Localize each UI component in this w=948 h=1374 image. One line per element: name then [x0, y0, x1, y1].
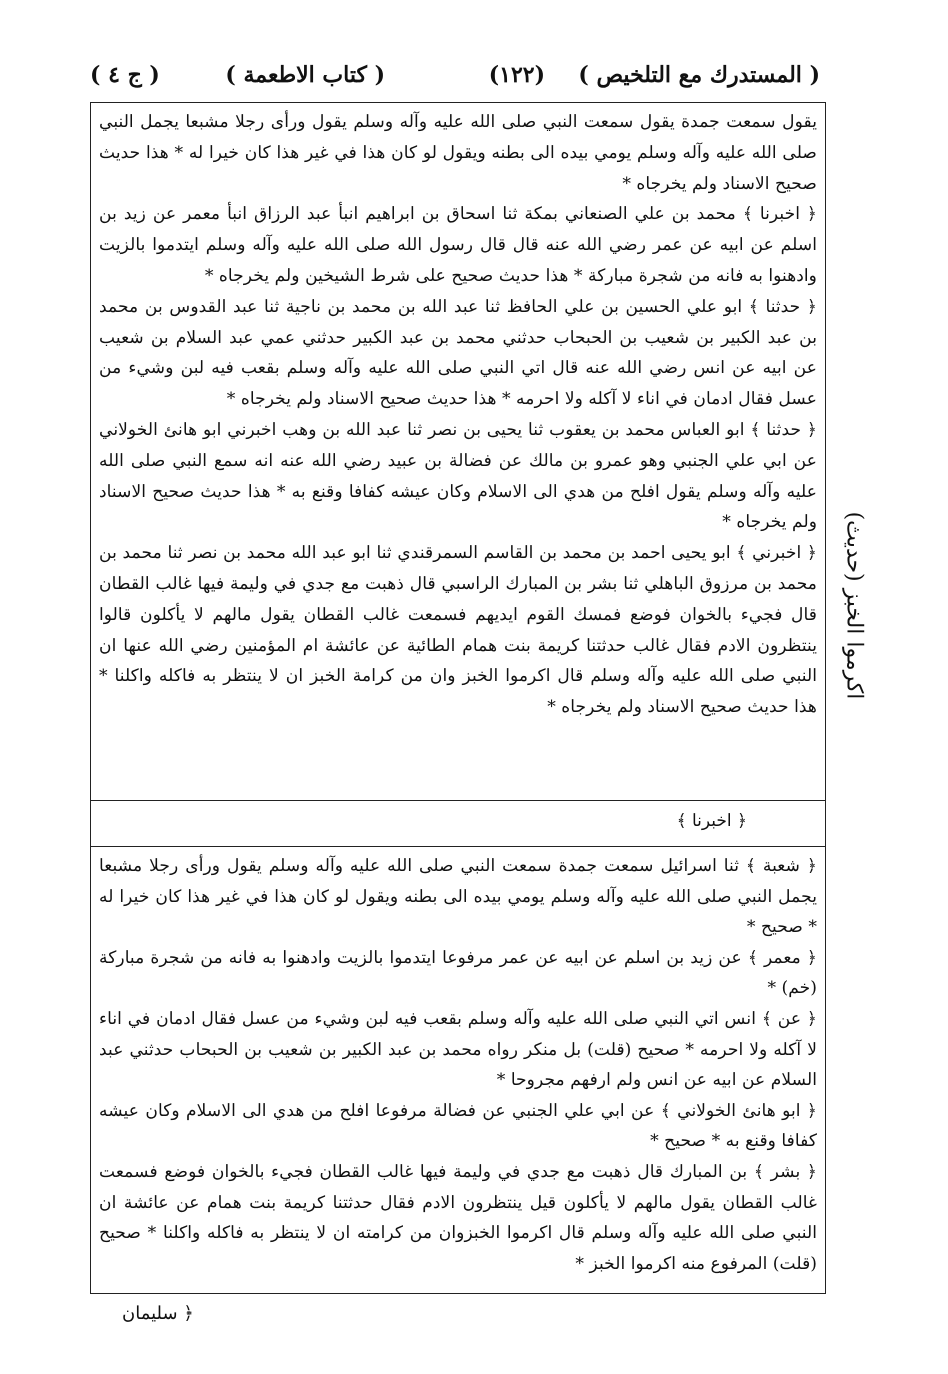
summary-paragraph: ﴿ ابو هانئ الخولاني ﴾ عن ابي علي الجنبي عن فضالة مرفوعا افلح من هدي الى الاسلام وكان عيشه كفافا وقنع به * صحيح * — [99, 1100, 817, 1152]
summary-heading: ﴿ اخبرنا ﴾ — [676, 811, 747, 831]
summary-paragraph: ﴿ معمر ﴾ عن زيد بن اسلم عن ابيه عن عمر مرفوعا ايتدموا بالزيت وادهنوا به فانه من شجرة مباركة (خم) * — [99, 947, 817, 999]
main-paragraph: ﴿ اخبرني ﴾ ابو يحيى احمد بن محمد بن القاسم السمرقندي ثنا ابو عبد الله محمد بن نصر ثنا محمد بن محمد بن مرزوق الباهلي ثنا بشر بن المبارك الراسبي قال ذهبت مع جدي في وليمة فيها غالب القطان قال فجيء بالخوان فوضع فمسك القوم ايديهم فسمعت غالب القطان يقول مالهم لا يأكلون قالوا ينتظرون الادم فقال غالب حدثتنا كريمة بنت همام الطائية عن عائشة ام المؤمنين رضي الله عنها ان النبي صلى الله عليه وآله وسلم قال اكرموا الخبز وان من كرامة الخبز ان لا ينتظر به فاكله واكلنا * هذا حديث صحيح الاسناد ولم يخرجاه * — [99, 543, 817, 718]
volume-number: ( ج ٤ ) — [90, 62, 160, 88]
book-title: ( المستدرك مع التلخيص ) — [578, 62, 820, 88]
margin-note — [834, 500, 874, 710]
main-paragraph: يقول سمعت جمدة يقول سمعت النبي صلى الله عليه وآله وسلم يقول ورأى رجلا مشبعا يجمل النبي صلى الله عليه وآله وسلم يومي بيده الى بطنه ويقول لو كان هذا في غير هذا كان خيرا له * هذا حديث صحيح الاسناد ولم يخرجاه * — [99, 112, 817, 194]
catchword: ﴿ سليمان — [122, 1303, 194, 1324]
summary-text — [99, 851, 817, 1279]
chapter-title: ( كتاب الاطعمة ) — [225, 62, 385, 88]
section-divider — [91, 800, 825, 801]
section-divider — [91, 846, 825, 847]
main-paragraph: ﴿ اخبرنا ﴾ محمد بن علي الصنعاني بمكة ثنا اسحاق بن ابراهيم انبأ عبد الرزاق انبأ معمر عن زيد بن اسلم عن ابيه عن عمر رضي الله عنه قال قال رسول الله صلى الله عليه وآله وسلم ايتدموا بالزيت وادهنوا به فانه من شجرة مباركة * هذا حديث صحيح على شرط الشيخين ولم يخرجاه * — [99, 204, 817, 286]
summary-paragraph: ﴿ بشر ﴾ بن المبارك قال ذهبت مع جدي في وليمة فيها غالب القطان فجيء بالخوان فوضع فسمعت غالب القطان يقول مالهم لا يأكلون قيل ينتظرون الادم فقال حدثتنا كريمة بنت همام عن عائشة ان النبي صلى الله عليه وآله وسلم قال اكرموا الخبزوان من كرامته ان لا ينتظر به فاكله واكلنا * صحيح (قلت) المرفوع منه اكرموا الخبز * — [99, 1161, 817, 1274]
margin-note-text: اكرموا الخبز (حديث) — [841, 511, 867, 699]
summary-paragraph: ﴿ شعبة ﴾ ثنا اسرائيل سمعت جمدة سمعت النبي صلى الله عليه وآله وسلم يقول ورأى رجلا مشبعا يجمل النبي صلى الله عليه وآله وسلم يومي بيده الى بطنه ويقول لو كان هذا في غير هذا كان خيرا له * صحيح * — [99, 856, 817, 938]
main-paragraph: ﴿ حدثنا ﴾ ابو العباس محمد بن يعقوب ثنا يحيى بن نصر ثنا عبد الله بن وهب اخبرني ابو هانئ الخولاني عن ابي علي الجنبي وهو عمرو بن مالك عن فضالة بن عبيد رضي الله عنه انه سمع النبي صلى الله عليه وآله وسلم يقول افلح من هدي الى الاسلام وكان عيشه كفافا وقنع به * هذا حديث صحيح الاسناد ولم يخرجاه * — [99, 419, 817, 533]
running-header — [90, 58, 820, 98]
page-frame — [90, 102, 826, 1294]
main-paragraph: ﴿ حدثنا ﴾ ابو علي الحسين بن علي الحافظ ثنا عبد الله بن محمد بن ناجية ثنا عبد القدوس بن محمد بن عبد الكبير بن شعيب بن الحبحاب حدثني محمد بن عبد الكبير حدثني عمي عبد السلام بن شعيب عن ابيه عن انس رضي الله عنه قال اتي النبي صلى الله عليه وآله وسلم بقعب فيه لبن وشيء من عسل فقال ادمان في اناء لا آكله ولا احرمه * هذا حديث صحيح الاسناد ولم يخرجاه * — [99, 296, 817, 410]
page-number: (١٢٢) — [488, 62, 545, 88]
main-text — [99, 107, 817, 723]
summary-paragraph: ﴿ عن ﴾ انس اتي النبي صلى الله عليه وآله وسلم بقعب فيه لبن وشيء من عسل فقال ادمان في اناء لا آكله ولا احرمه * صحيح (قلت) بل منكر رواه محمد بن عبد الكبير بن شعيب بن الحبحاب حدثني عبد السلام عن ابيه عن انس ولم ارفهم مجروحا * — [99, 1008, 817, 1091]
